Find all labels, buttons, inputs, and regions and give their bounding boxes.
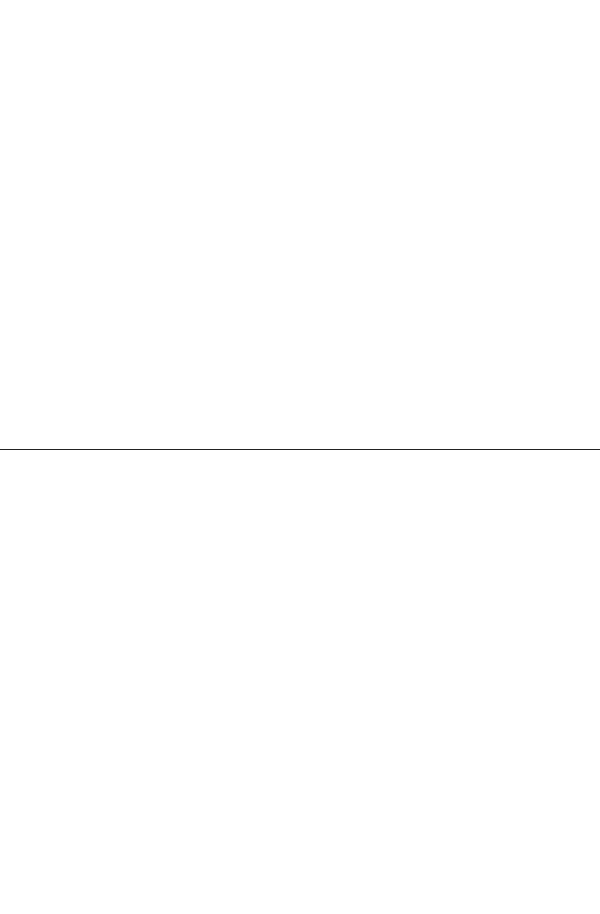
top-band (0, 0, 600, 448)
divider-rule (0, 449, 600, 450)
bottom-band (0, 452, 600, 914)
